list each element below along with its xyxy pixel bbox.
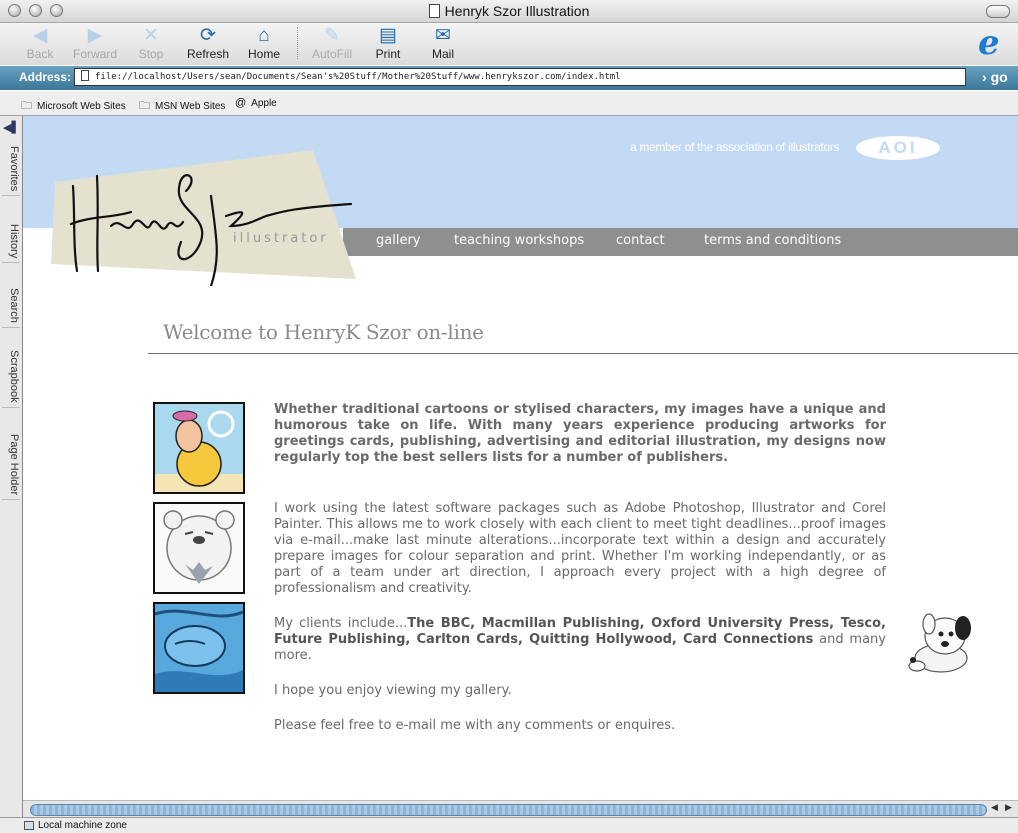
forward-button[interactable] [65, 25, 125, 61]
address-bar [0, 66, 1018, 90]
scroll-right-arrow-icon[interactable]: ▶ [1005, 803, 1012, 813]
window-title-text: Henryk Szor Illustration [444, 3, 590, 19]
thumbnail-sunbather[interactable] [153, 402, 245, 494]
address-input[interactable] [74, 68, 966, 86]
clients-list: The BBC, Macmillan Publishing, Oxford University Press, Tesco, Future Publishing, Carlton Cards, Quitting Hollywood, Card Connections [274, 616, 886, 647]
sidebar-toggle-icon[interactable]: ◀▌ [3, 121, 20, 134]
document-icon [429, 4, 440, 18]
horizontal-scrollbar[interactable] [23, 800, 1018, 818]
favorite-label: Apple [251, 98, 277, 109]
nav-teaching-workshops[interactable]: teaching workshops [454, 233, 585, 248]
stop-button[interactable] [121, 25, 181, 61]
intro-paragraph: Whether traditional cartoons or stylised characters, my images have a unique and humorous take on life. With many years experience producing artworks for greetings cards, publishing, advertising and editorial illustration, my designs now regularly top the best sellers lists for a number of publishers. [274, 402, 886, 465]
stop-label: Stop [138, 47, 164, 61]
nav-contact[interactable]: contact [616, 233, 665, 248]
tab-favorites[interactable] [2, 146, 20, 196]
printer-icon: ▤ [379, 25, 397, 46]
back-label: Back [26, 47, 54, 61]
explorer-sidebar [0, 116, 23, 820]
forward-arrow-icon: ▶ [87, 25, 103, 46]
tab-label: Scrapbook [8, 350, 20, 403]
clients-paragraph [274, 616, 886, 664]
clients-prefix: My clients include... [274, 616, 408, 631]
go-label: go [990, 69, 1008, 85]
autofill-label: AutoFill [311, 47, 352, 61]
mail-label: Mail [431, 47, 454, 61]
logo-subtitle: illustrator [233, 231, 329, 246]
site-nav [343, 228, 1018, 256]
email-paragraph: Please feel free to e-mail me with any comments or enquires. [274, 718, 676, 733]
status-bar [0, 817, 1018, 833]
aoi-membership-text: a member of the association of illustrators [630, 140, 840, 154]
tab-scrapbook[interactable] [2, 350, 20, 408]
cartoon-dog-image [901, 608, 981, 678]
mail-envelope-icon: ✉ [435, 25, 451, 46]
tab-history[interactable] [2, 224, 20, 263]
favorite-label: MSN Web Sites [155, 101, 226, 112]
refresh-icon: ⟳ [200, 25, 216, 46]
polar-bear-illustration [155, 504, 243, 592]
address-label: Address: [19, 70, 72, 84]
scrollbar-thumb[interactable] [30, 804, 987, 816]
autofill-icon: ✎ [324, 25, 340, 46]
refresh-label: Refresh [186, 47, 230, 61]
stop-x-icon: ✕ [143, 25, 159, 46]
tab-page-holder[interactable] [2, 434, 20, 500]
autofill-button[interactable] [302, 25, 362, 61]
toolbar-separator [297, 27, 298, 59]
browser-toolbar [0, 23, 1018, 65]
back-button[interactable] [10, 25, 70, 61]
folder-icon: 🗀 [21, 100, 32, 112]
henryk-szor-logo[interactable] [51, 146, 361, 286]
thumbnail-blue-sleeper[interactable] [153, 602, 245, 694]
title-bar [0, 0, 1018, 23]
tab-label: Search [8, 288, 20, 323]
ie-logo-icon: e [978, 23, 1000, 63]
address-url: file://localhost/Users/sean/Documents/Sean's%20Stuff/Mother%20Stuff/www.henrykszor.com/index.html [95, 72, 621, 82]
favorite-msn-web-sites[interactable] [139, 97, 225, 116]
tab-search[interactable] [2, 288, 20, 328]
scroll-left-arrow-icon[interactable]: ◀ [991, 803, 998, 813]
toolbar-toggle-button[interactable] [986, 5, 1010, 18]
heading-rule [148, 353, 1018, 354]
favorite-label: Microsoft Web Sites [37, 101, 126, 112]
print-button[interactable] [358, 25, 418, 61]
security-zone-text: Local machine zone [38, 820, 127, 831]
zone-icon [24, 821, 34, 830]
nav-gallery[interactable]: gallery [376, 233, 421, 248]
tab-label: Page Holder [8, 434, 20, 496]
home-icon: ⌂ [258, 25, 270, 46]
blue-sleeper-illustration [155, 604, 243, 692]
clients-suffix: and many more. [274, 632, 886, 663]
enjoy-paragraph: I hope you enjoy viewing my gallery. [274, 683, 512, 698]
favorite-apple[interactable] [235, 97, 277, 109]
favorites-bar [0, 91, 1018, 116]
favorite-microsoft-web-sites[interactable] [21, 97, 126, 116]
tab-label: Favorites [8, 146, 20, 192]
web-content [23, 116, 1018, 800]
home-label: Home [247, 47, 280, 61]
nav-terms-and-conditions[interactable]: terms and conditions [704, 233, 842, 248]
thumbnail-polar-bear[interactable] [153, 502, 245, 594]
back-arrow-icon: ◀ [32, 25, 48, 46]
folder-icon: 🗀 [139, 100, 150, 112]
go-button[interactable]: › go [982, 69, 1008, 85]
refresh-button[interactable] [178, 25, 238, 61]
sunbather-illustration [155, 404, 243, 492]
file-icon [81, 70, 89, 81]
print-label: Print [375, 47, 401, 61]
aoi-logo[interactable]: AOI [856, 136, 940, 160]
tab-label: History [8, 224, 20, 259]
work-paragraph: I work using the latest software packages such as Adobe Photoshop, Illustrator and Corel Painter. This allows me to work closely with each client to meet tight deadlines...proof images via e-mail...make last minute alterations...incorporate text within a design and accurately prepare images for colour separation and print. Whether I'm working independantly, or as part of a team under art direction, I approach every project with a high degree of professionalism and creativity. [274, 501, 886, 596]
welcome-heading: Welcome to HenryK Szor on-line [163, 320, 484, 344]
window-title [0, 3, 1018, 19]
home-button[interactable] [234, 25, 294, 61]
forward-label: Forward [72, 47, 117, 61]
mail-button[interactable] [413, 25, 473, 61]
web-link-icon: @ [235, 97, 247, 109]
